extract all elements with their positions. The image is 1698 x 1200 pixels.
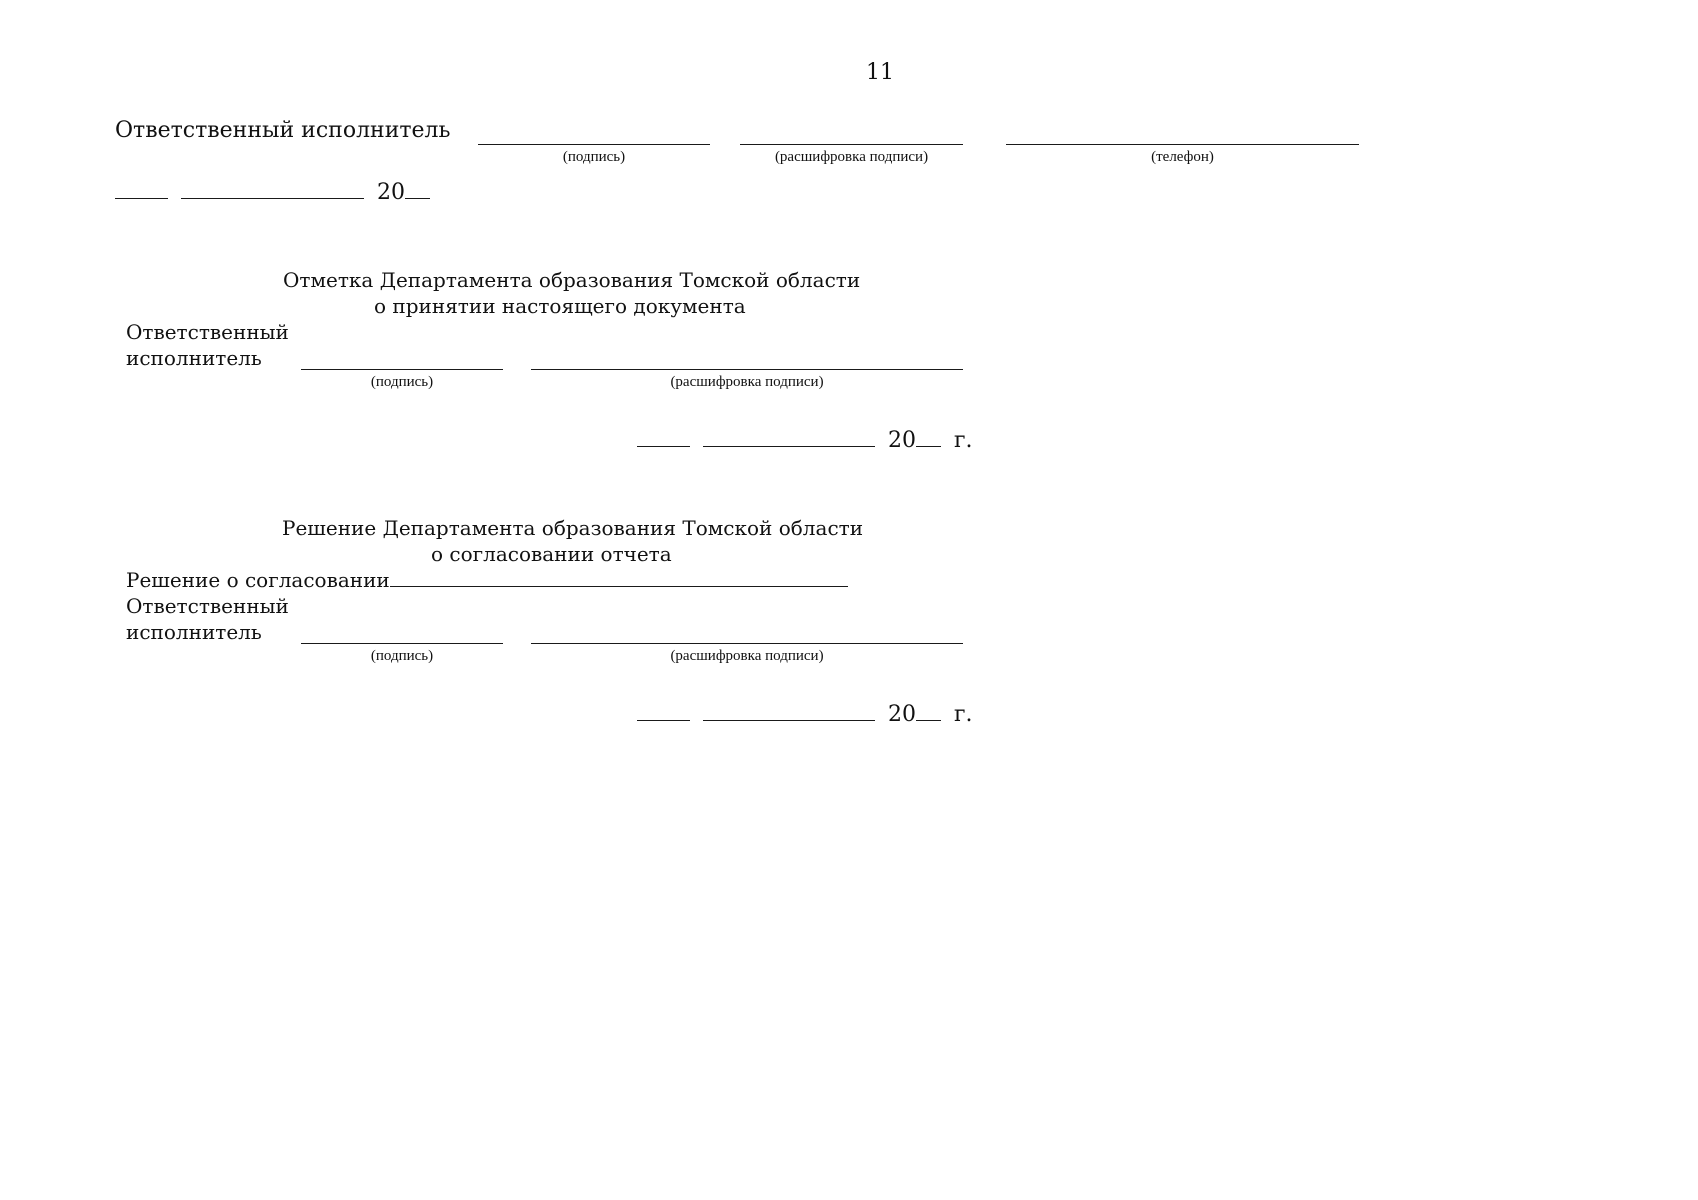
decision-decode-caption: (расшифровка подписи) bbox=[670, 648, 824, 664]
day-blank bbox=[637, 702, 690, 721]
decision-executor-label-line1: Ответственный bbox=[126, 594, 289, 618]
decision-heading-line1: Решение Департамента образования Томской области bbox=[282, 516, 864, 540]
decision-signature-caption: (подпись) bbox=[370, 648, 434, 664]
mark-decode-caption: (расшифровка подписи) bbox=[670, 374, 824, 390]
signature-line bbox=[478, 144, 710, 145]
year-suffix: г. bbox=[954, 702, 973, 727]
decision-approval-row bbox=[126, 568, 848, 592]
decision-date-line bbox=[637, 702, 973, 728]
month-blank bbox=[703, 428, 875, 447]
decision-approval-label: Решение о согласовании bbox=[126, 568, 390, 592]
decision-heading-line2: о согласовании отчета bbox=[431, 542, 672, 566]
month-blank bbox=[181, 180, 364, 199]
page-number: 11 bbox=[866, 60, 894, 85]
year-blank bbox=[916, 428, 941, 447]
year-blank bbox=[916, 702, 941, 721]
mark-signature-line bbox=[301, 369, 503, 370]
year-prefix: 20 bbox=[888, 702, 916, 727]
day-blank bbox=[115, 180, 168, 199]
mark-signature-caption: (подпись) bbox=[370, 374, 434, 390]
signature-decode-caption: (расшифровка подписи) bbox=[774, 149, 929, 165]
mark-decode-line bbox=[531, 369, 963, 370]
year-prefix: 20 bbox=[377, 180, 405, 205]
mark-executor-label-line1: Ответственный bbox=[126, 320, 289, 344]
mark-heading-line2: о принятии настоящего документа bbox=[374, 294, 746, 318]
mark-heading-line1: Отметка Департамента образования Томской области bbox=[283, 268, 861, 292]
decision-signature-line bbox=[301, 643, 503, 644]
decision-decode-line bbox=[531, 643, 963, 644]
phone-caption: (телефон) bbox=[1151, 149, 1214, 165]
decision-approval-blank bbox=[390, 570, 848, 587]
responsible-executor-label: Ответственный исполнитель bbox=[115, 118, 451, 143]
signature-caption: (подпись) bbox=[562, 149, 626, 165]
mark-date-line bbox=[637, 428, 973, 454]
year-prefix: 20 bbox=[888, 428, 916, 453]
year-blank bbox=[405, 180, 430, 199]
day-blank bbox=[637, 428, 690, 447]
mark-executor-label-line2: исполнитель bbox=[126, 346, 262, 370]
decision-executor-label-line2: исполнитель bbox=[126, 620, 262, 644]
year-suffix: г. bbox=[954, 428, 973, 453]
signature-decode-line bbox=[740, 144, 963, 145]
date-line bbox=[115, 180, 430, 206]
month-blank bbox=[703, 702, 875, 721]
phone-line bbox=[1006, 144, 1359, 145]
